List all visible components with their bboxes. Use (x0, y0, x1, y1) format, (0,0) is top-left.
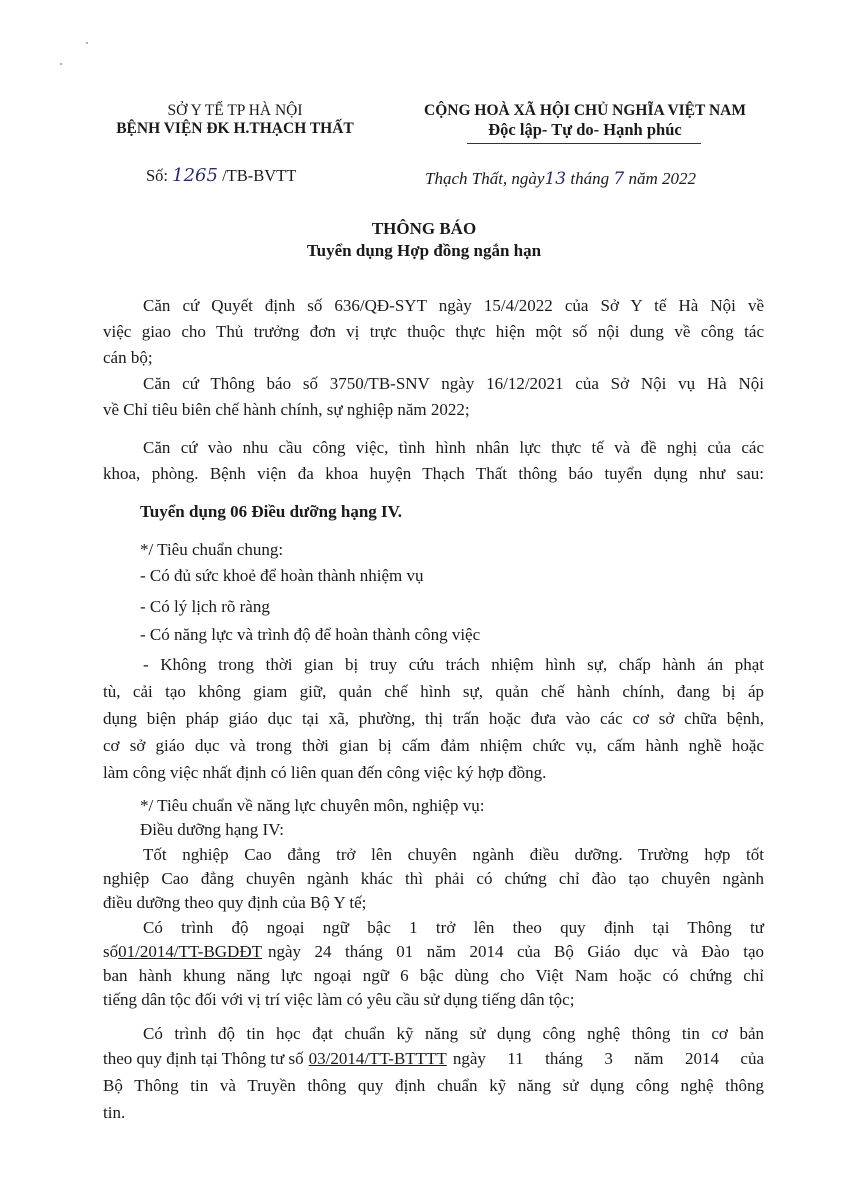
general-criteria-item-line-3: dụng biện pháp giáo dục tại xã, phường, thị trấn hoặc đưa vào các cơ sở chữa bệnh, (103, 709, 764, 728)
doc-number (146, 165, 296, 186)
national-motto-line-2: Độc lập- Tự do- Hạnh phúc (488, 120, 682, 139)
it-ref-suffix: ngày 11 tháng 3 năm 2014 của (452, 1049, 764, 1068)
doc-number-suffix: /TB-BVTT (222, 166, 297, 185)
para-legal-basis-1-line-1: Căn cứ Quyết định số 636/QĐ-SYT ngày 15/4/2022 của Sở Y tế Hà Nội về (143, 296, 764, 315)
general-criteria-item: - Có lý lịch rõ ràng (140, 597, 270, 616)
qualification-language-line-1: Có trình độ ngoại ngữ bậc 1 trở lên theo quy định tại Thông tư (143, 918, 764, 937)
national-motto-line-1: CỘNG HOÀ XÃ HỘI CHỦ NGHĨA VIỆT NAM (424, 102, 746, 119)
general-criteria-item-line-2: tù, cải tạo không giam giữ, quản chế hình sự, quản chế hành chính, đang bị áp (103, 682, 764, 701)
qualification-language-line-4: tiếng dân tộc đối với vị trí việc làm có yêu cầu sử dụng tiếng dân tộc; (103, 990, 575, 1009)
date-day-handwritten: 13 (544, 169, 567, 189)
para-legal-basis-2-line-1: Căn cứ Thông báo số 3750/TB-SNV ngày 16/12/2021 của Sở Nội vụ Hà Nội (143, 374, 764, 393)
recruitment-heading: Tuyển dụng 06 Điều dưỡng hạng IV. (140, 502, 402, 521)
date-prefix: Thạch Thất, ngày (425, 169, 545, 188)
general-criteria-item: - Có năng lực và trình độ để hoàn thành công việc (140, 625, 481, 644)
para-needs-line-2: khoa, phòng. Bệnh viện đa khoa huyện Thạch Thất thông báo tuyển dụng như sau: (103, 464, 764, 483)
doc-number-handwritten: 1265 (172, 165, 218, 186)
date-year: năm 2022 (628, 169, 696, 188)
qualification-language-line-2 (103, 942, 764, 962)
scan-speck (60, 63, 62, 65)
qualification-education-line-3: điều dưỡng theo quy định của Bộ Y tế; (103, 893, 367, 912)
circular-link-btttt[interactable]: 03/2014/TT-BTTTT (308, 1049, 447, 1068)
language-ref-suffix: ngày 24 tháng 01 năm 2014 của Bộ Giáo dục và Đào tạo (268, 942, 764, 961)
general-criteria-item: - Có đủ sức khoẻ để hoàn thành nhiệm vụ (140, 566, 424, 585)
date-month-label: tháng (570, 169, 610, 188)
motto-underline (467, 143, 701, 144)
scan-speck (86, 42, 88, 44)
qualification-language-line-3: ban hành khung năng lực ngoại ngữ 6 bậc dùng cho Việt Nam hoặc có chứng chỉ (103, 966, 764, 985)
qualification-it-line-1: Có trình độ tin học đạt chuẩn kỹ năng sử dụng công nghệ thông tin cơ bản (143, 1024, 764, 1043)
para-needs-line-1: Căn cứ vào nhu cầu công việc, tình hình nhân lực thực tế và đề nghị của các (143, 438, 764, 457)
qualification-education-line-1: Tốt nghiệp Cao đẳng trở lên chuyên ngành điều dưỡng. Trường hợp tốt (143, 845, 764, 864)
it-ref-prefix: theo quy định tại Thông tư số (103, 1049, 304, 1068)
notice-title: THÔNG BÁO (371, 219, 477, 238)
para-legal-basis-1-line-3: cán bộ; (103, 348, 153, 367)
qualification-it-line-2 (103, 1049, 764, 1069)
date-month-handwritten: 7 (613, 169, 625, 189)
issue-date (425, 169, 696, 189)
general-criteria-item-line-1: - Không trong thời gian bị truy cứu trách nhiệm hình sự, chấp hành án phạt (143, 655, 764, 674)
qualification-education-line-2: nghiệp Cao đẳng chuyên ngành khác thì phải có chứng chỉ đào tạo chuyên ngành (103, 869, 764, 888)
general-criteria-item-line-5: làm công việc nhất định có liên quan đến công việc ký hợp đồng. (103, 763, 547, 782)
rank-label: Điều dưỡng hạng IV: (140, 820, 284, 839)
general-criteria-item-line-4: cơ sở giáo dục và trong thời gian bị cấm đảm nhiệm chức vụ, cấm hành nghề hoặc (103, 736, 764, 755)
circular-link-bgddt[interactable]: 01/2014/TT-BGDĐT (118, 942, 262, 961)
para-legal-basis-1-line-2: việc giao cho Thủ trưởng đơn vị trực thuộc thực hiện một số nội dung về công tác (103, 322, 764, 341)
professional-criteria-heading: */ Tiêu chuẩn về năng lực chuyên môn, nghiệp vụ: (140, 796, 485, 815)
notice-subtitle: Tuyển dụng Hợp đồng ngắn hạn (306, 241, 542, 260)
qualification-it-line-4: tin. (103, 1103, 126, 1122)
qualification-it-line-3: Bộ Thông tin và Truyền thông quy định chuẩn kỹ năng sử dụng công nghệ thông (103, 1076, 764, 1095)
general-criteria-heading: */ Tiêu chuẩn chung: (140, 540, 284, 559)
para-legal-basis-2-line-2: về Chỉ tiêu biên chế hành chính, sự nghiệp năm 2022; (103, 400, 470, 419)
language-ref-prefix: số (103, 942, 119, 961)
agency-line-1: SỞ Y TẾ TP HÀ NỘI (167, 102, 303, 119)
doc-number-label: Số: (146, 166, 169, 185)
agency-line-2: BỆNH VIỆN ĐK H.THẠCH THẤT (116, 120, 354, 137)
